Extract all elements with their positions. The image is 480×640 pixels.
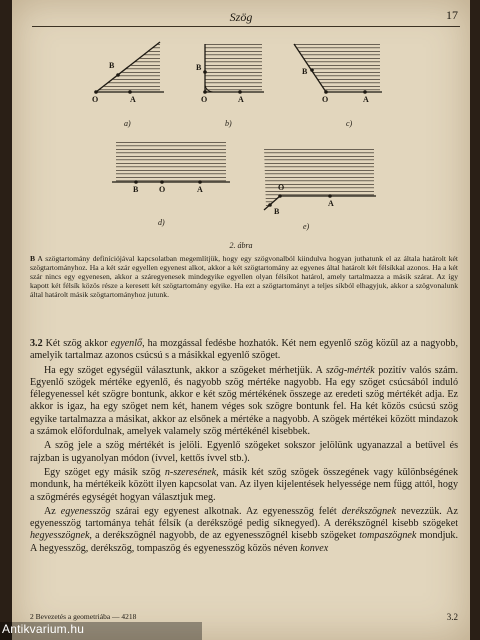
paragraph-measure (30, 365, 458, 439)
term-egyenlo: egyenlő (110, 338, 143, 349)
panel-d-label-o: O (159, 185, 166, 194)
figure-panel-c (294, 44, 382, 128)
term-konvex: konvex (300, 542, 329, 554)
term-n-szeres: n-szeresének (164, 466, 217, 478)
section-number: 3.2 (30, 338, 43, 349)
panel-c-label-b: B (302, 67, 308, 76)
page-header (12, 8, 470, 26)
small-print-lead: B (30, 254, 36, 263)
text-run: Egy szöget egy másik szög (44, 466, 165, 478)
panel-a-point-b (116, 73, 120, 77)
panel-c-tag: c) (346, 119, 353, 128)
text-run: , ha mozgással fedésbe hozhatók. Két nem egyenlő szög közül az a nagyobb, amelyik tartalmaz azonos csúcsú s a másikkal egyenlő szöget. (30, 338, 459, 362)
term-tompaszog: tompaszögnek (359, 530, 417, 542)
panel-d-region (116, 140, 226, 182)
running-title: Szög (229, 10, 253, 24)
panel-e-tag: e) (303, 222, 310, 231)
panel-b-point-a (238, 90, 242, 94)
small-print-text: A szögtartomány definíciójával kapcsolatban megemlítjük, hogy egy szögvonalból kiindulva hogyan juthatunk el az általa határolt két szögtartományhoz. Ha a két szár egyellen egyenest alkot, akkor a két szögtartomány az egyenes által határolt két félsíkkal azonos. Ha a két szár nincs egy egyenesen, akkor a száregyenesek mindegyike egyellen olyan félsíkot határol, amely tartalmazza a másik szárat. Az így kapott két félsík közös része a keresett két szögtartomány egyike. Ha ezt a szögtartományt a teljes síkból elhagyjuk, akkor a szögvonalunk által határolt másik szögtartományhoz jutunk. (30, 254, 458, 300)
term-hegyesszog: hegyesszögnek (30, 530, 90, 542)
figure-panel-a (92, 42, 164, 128)
panel-e-point-b (268, 203, 272, 207)
small-print-paragraph (30, 254, 458, 299)
text-run: pozitív valós szám. Egyenlő szögek mértéke egyenlő, és nagyobb szög mértéke nagyobb. Ha egy szöget csúcsából induló félegyenessel két szögre bontunk, akkor e két szög mértékének összege az eredeti szög mértékét adja. Ez akkor is igaz, ha egy szöget nem két, hanem véges sok szögre bontunk fel. Ha két közös csúcsú szög egyike tartalmazza a másikat, akkor az elsőnek a mértéke a nagyobb. A szögek mértékei között mindazok a számok előfordulnak, amelyek valamely szög mértékénél kisebbek. (30, 364, 458, 438)
panel-c-point-b (310, 68, 314, 72)
text-run: , másik két szög szögek összegének vagy különbségének mondunk, ha mértékeik között ilyen kapcsolat van. Az ilyen kijelentések helyessége nem függ attól, hogy a szögmérés egységét hogyan választjuk meg. (30, 466, 458, 503)
text-run: Ha egy szöget egységül választunk, akkor a szögeket mérhetjük. A (44, 364, 326, 376)
panel-d-point-b (134, 180, 138, 184)
term-egyenesszog: egyenesszög (60, 505, 111, 517)
panel-d-tag: d) (158, 218, 165, 227)
figure-panel-e (264, 148, 376, 231)
panel-e-label-b: B (274, 207, 280, 216)
panel-d-point-o (160, 180, 164, 184)
paragraph-notation: A szög jele a szög mértékét is jelöli. Egyenlő szögeket sokszor jelölünk ugyanazzal a betűvel és rajzban is ugyanolyan módon (ívvel, kettős ívvel stb.). (30, 440, 458, 464)
panel-c-point-o (324, 90, 328, 94)
panel-b-region (205, 44, 262, 92)
panel-e-point-a (328, 194, 332, 198)
panel-a-point-o (94, 90, 98, 94)
panel-c-label-a: A (363, 95, 369, 104)
text-run: nevezzük. Az egyenesszög tartománya tehát félsík (a derékszögé pedig síknegyed). A derékszögnél kisebb szögeket (30, 505, 458, 530)
paragraph-3-2 (30, 338, 458, 363)
footer-section-ref: 3.2 (446, 612, 458, 622)
panel-b-label-b: B (196, 63, 202, 72)
footer-signature: 2 Bevezetés a geometriába — 4218 (30, 612, 137, 621)
paragraph-multiples (30, 467, 458, 504)
panel-d-label-b: B (133, 185, 139, 194)
panel-e-label-a: A (328, 199, 334, 208)
panel-c-label-o: O (322, 95, 329, 104)
term-derekszog: derékszögnek (341, 505, 397, 517)
paragraph-angle-types (30, 506, 458, 555)
panel-b-label-o: O (201, 95, 208, 104)
panel-e-label-o: O (278, 183, 285, 192)
text-run: Két szög akkor (42, 338, 111, 349)
panel-b-point-o (203, 90, 207, 94)
panel-a-point-a (128, 90, 132, 94)
panel-d-label-a: A (197, 185, 203, 194)
panel-a-label-a: A (130, 95, 136, 104)
panel-d-point-a (198, 180, 202, 184)
book-page (12, 0, 470, 640)
body-text (30, 338, 458, 555)
text-run: Az (44, 505, 61, 517)
panel-e-region (264, 148, 374, 208)
panel-b-point-b (203, 70, 207, 74)
panel-c-point-a (363, 90, 367, 94)
figure-panel-d (112, 140, 230, 227)
panel-a-tag: a) (124, 119, 131, 128)
text-run: , a derékszögnél nagyobb, de az egyenesszögnél kisebb szögeket (89, 530, 360, 542)
watermark: Antikvarium.hu (0, 622, 202, 640)
panel-a-label-b: B (109, 61, 115, 70)
figure-panel-b (196, 44, 264, 128)
figure-caption: 2. ábra (229, 241, 253, 250)
panel-e-point-o (278, 194, 282, 198)
page-number: 17 (446, 8, 458, 22)
header-rule (32, 26, 460, 27)
page-footer (30, 612, 458, 621)
text-run: mondjuk. A hegyesszög, derékszög, tompaszög és egyenesszög közös néven (30, 530, 458, 554)
term-szogmertek: szög-mérték (325, 364, 375, 376)
angle-figure (12, 30, 470, 255)
panel-a-label-o: O (92, 95, 99, 104)
panel-b-tag: b) (225, 119, 232, 128)
text-run: szárai egy egyenest alkotnak. Az egyenesszög felét (110, 505, 342, 517)
panel-b-label-a: A (238, 95, 244, 104)
